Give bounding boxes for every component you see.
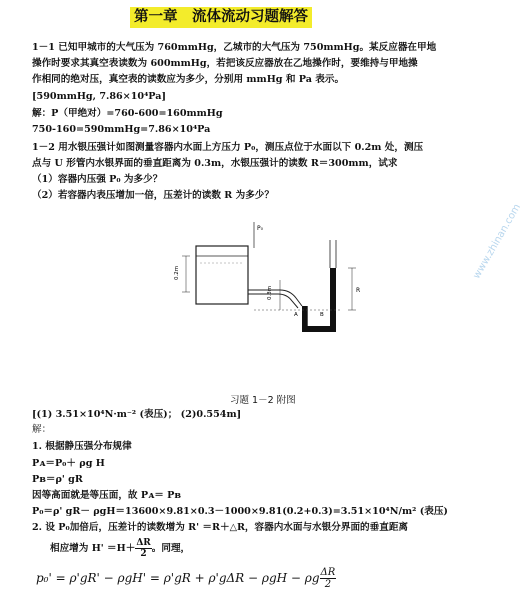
problem-1-2-answer: [(1) 3.51×10⁴N·m⁻² (表压)； (2)0.554m] — [32, 409, 242, 420]
final-equation — [36, 565, 336, 591]
problem-1-1-line1: 1－1 已知甲城市的大气压为 760mmHg，乙城市的大气压为 750mmHg。某反应器在甲地 — [32, 42, 437, 53]
final-delta-r-fraction: $\frac{\Delta R}{2}$ — [320, 567, 336, 590]
problem-1-1-solution-2: 750-160=590mmHg=7.86×10⁴Pa — [32, 124, 211, 135]
problem-1-2-question-1: （1）容器内压强 P₀ 为多少？ — [32, 174, 163, 185]
final-equation-lhs: p₀' = ρ'gR' − ρgH' = ρ'gR + ρ'gΔR − ρgH − ρg — [36, 571, 320, 585]
equation-pa: Pᴀ＝P₀＋ ρg H — [32, 458, 105, 469]
equation-p0: P₀＝ρ' gR－ ρgH＝13600×9.81×0.3－1000×9.81(0.2+0.3)=3.51×10⁴N/m² (表压) — [32, 506, 448, 517]
problem-1-2-question-2: （2）若容器内表压增加一倍，压差计的读数 R 为多少？ — [32, 190, 274, 201]
solution-step-2-line2 — [50, 537, 190, 561]
label-0-2m: 0.2m — [174, 265, 180, 280]
chapter-title: 第一章 流体流动习题解答 — [130, 7, 312, 28]
delta-r-over-2-fraction: $\frac{\Delta R}{2}$ — [136, 538, 151, 559]
equal-pressure-statement: 因等高面就是等压面，故 Pᴀ＝ Pʙ — [32, 490, 182, 501]
equation-pb: Pʙ＝ρ' gR — [32, 474, 83, 485]
label-a: A — [294, 312, 298, 318]
figure-caption: 习题 1－2 附图 — [230, 395, 296, 406]
container-vessel — [196, 246, 248, 304]
problem-1-2-line2: 点与 U 形管内水银界面的垂直距离为 0.3m，水银压强计的读数 R＝300mm，试求 — [32, 158, 398, 169]
solution-step-2-line1: 2. 设 P₀加倍后，压差计的读数增为 R' ＝R＋△R，容器内水面与水银分界面的垂直距离 — [32, 522, 409, 533]
label-r: R — [356, 287, 361, 294]
u-tube-right-mercury — [330, 268, 336, 332]
problem-1-1-line3: 作相同的绝对压，真空表的读数应为多少，分别用 mmHg 和 Pa 表示。 — [32, 74, 345, 85]
label-b: B — [320, 312, 324, 318]
problem-1-1-answer: [590mmHg, 7.86×10⁴Pa] — [32, 91, 166, 102]
watermark: www.zhinan.com — [471, 202, 523, 281]
label-0-3m: 0.3m — [267, 285, 273, 300]
label-p0: P₀ — [257, 225, 264, 232]
problem-1-1-line2: 操作时要求其真空表读数为 600mmHg，若把该反应器放在乙地操作时，要维持与甲地操 — [32, 58, 418, 69]
problem-1-2-line1: 1－2 用水银压强计如图测量容器内水面上方压力 P₀，测压点位于水面以下 0.2m 处，测压 — [32, 142, 424, 153]
manometer-figure — [170, 218, 370, 340]
step2-text-post: 。同理， — [151, 543, 191, 554]
solution-step-1: 1. 根据静压强分布规律 — [32, 441, 132, 452]
step2-text-pre: 相应增为 H' ＝H＋ — [50, 543, 136, 554]
solution-label: 解： — [32, 424, 52, 435]
problem-1-1-solution-1: 解：P（甲绝对）=760-600=160mmHg — [32, 108, 223, 119]
